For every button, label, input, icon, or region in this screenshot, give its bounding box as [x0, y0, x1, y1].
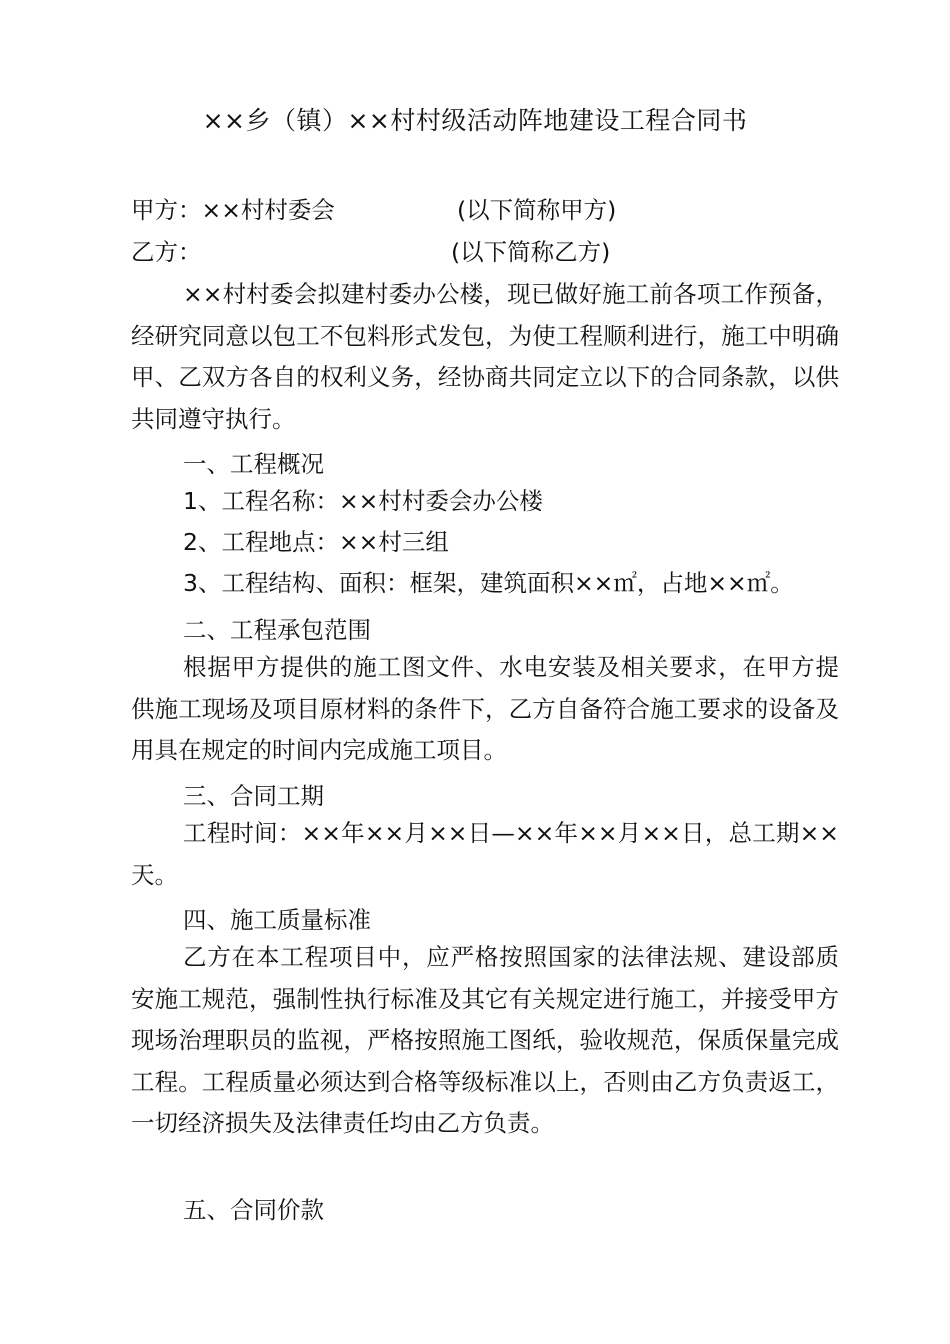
- section-1-item-1: 1、工程名称：××村村委会办公楼: [183, 487, 543, 515]
- section-2-heading: 二、工程承包范围: [183, 616, 371, 644]
- section-5-heading: 五、合同价款: [183, 1196, 324, 1224]
- party-b-note: (以下简称乙方): [451, 238, 611, 266]
- document-title: ××乡（镇）××村村级活动阵地建设工程合同书: [202, 106, 748, 135]
- section-1-heading: 一、工程概况: [183, 450, 324, 478]
- intro-paragraph: ××村村委会拟建村委办公楼，现已做好施工前各项工作预备，经研究同意以包工不包料形式发包，为使工程顺利进行，施工中明确甲、乙双方各自的权利义务，经协商共同定立以下的合同条款，以供共同遵守执行。: [131, 280, 839, 433]
- section-3-heading: 三、合同工期: [183, 782, 324, 810]
- party-a-line: [131, 190, 851, 230]
- section-1-item-3: 3、工程结构、面积：框架，建筑面积××㎡，占地××㎡。: [183, 569, 794, 597]
- section-3-body: 工程时间：××年××月××日—××年××月××日，总工期××天。: [131, 819, 839, 889]
- party-b-line: [131, 232, 851, 272]
- section-1-item-2: 2、工程地点：××村三组: [183, 528, 449, 556]
- section-2-body: 根据甲方提供的施工图文件、水电安装及相关要求，在甲方提供施工现场及项目原材料的条件下，乙方自备符合施工要求的设备及用具在规定的时间内完成施工项目。: [131, 653, 839, 764]
- party-a-label: 甲方：××村村委会: [131, 196, 335, 224]
- party-b-label: 乙方：: [131, 238, 202, 266]
- section-4-body: 乙方在本工程项目中，应严格按照国家的法律法规、建设部质安施工规范，强制性执行标准及其它有关规定进行施工，并接受甲方现场治理职员的监视，严格按照施工图纸，验收规范，保质保量完成工程。工程质量必须达到合格等级标准以上，否则由乙方负责返工，一切经济损失及法律责任均由乙方负责。: [131, 943, 839, 1137]
- party-a-note: (以下简称甲方): [457, 196, 617, 224]
- section-4-heading: 四、施工质量标准: [183, 906, 371, 934]
